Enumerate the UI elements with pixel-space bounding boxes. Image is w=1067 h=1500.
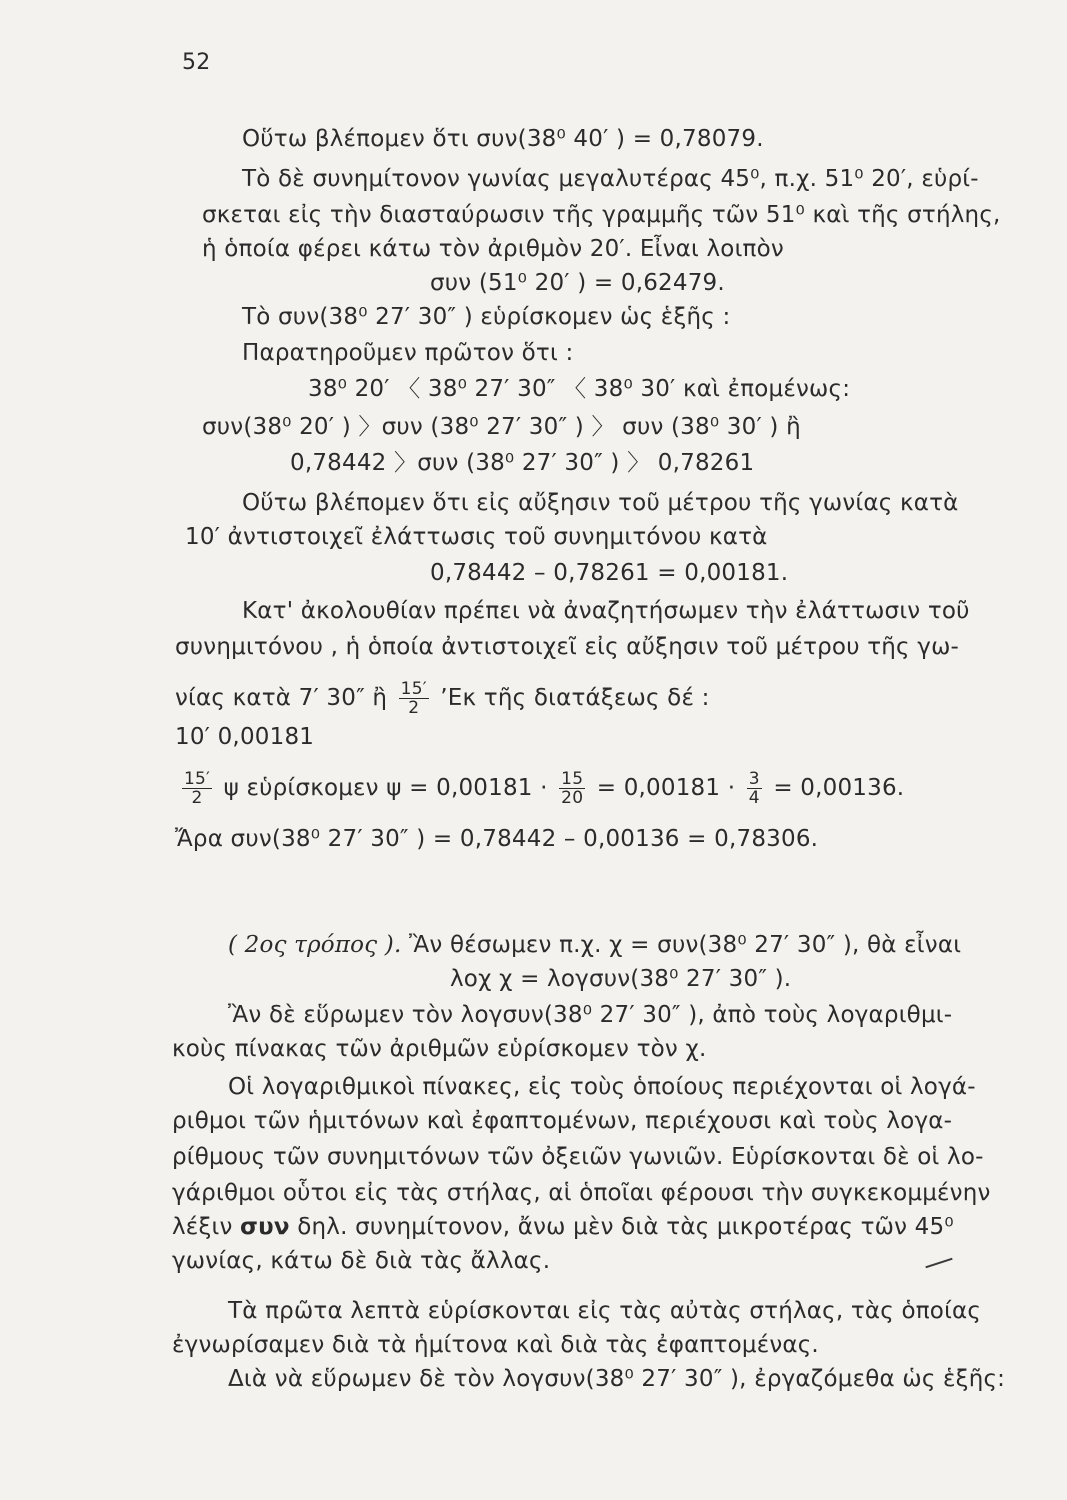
text-segment: ψ εὑρίσκομεν ψ = 0,00181 · <box>223 775 548 801</box>
text-line: κοὺς πίνακας τῶν ἀριθμῶν εὑρίσκομεν τὸν χ. <box>172 1036 707 1062</box>
text-line: Παρατηροῦμεν πρῶτον ὅτι : <box>242 340 574 366</box>
fraction-denominator: 4 <box>748 788 760 808</box>
text-line: Τὸ δὲ συνημίτονον γωνίας μεγαλυτέρας 45⁰, π.χ. 51⁰ 20′, εὑρί- <box>242 166 979 192</box>
text-line: σκεται εἰς τὴν διασταύρωσιν τῆς γραμμῆς τῶν 51⁰ καὶ τῆς στήλης, <box>202 202 1001 228</box>
equation-line: Ἄρα συν(38⁰ 27′ 30″ ) = 0,78442 – 0,00136 = 0,78306. <box>175 826 819 852</box>
equation-line: συν (51⁰ 20′ ) = 0,62479. <box>430 270 725 296</box>
text-line: Τὰ πρῶτα λεπτὰ εὑρίσκονται εἰς τὰς αὐτὰς στήλας, τὰς ὁποίας <box>228 1298 982 1324</box>
page-number: 52 <box>182 50 211 75</box>
fraction-denominator: 20 <box>561 788 584 808</box>
fraction <box>182 770 212 807</box>
text-segment: = 0,00181 · <box>596 775 736 801</box>
text-line: Οὕτω βλέπομεν ὅτι συν(38⁰ 40′ ) = 0,78079. <box>242 126 764 152</box>
equation-line: 0,78442 〉συν (38⁰ 27′ 30″ ) 〉 0,78261 <box>290 450 755 476</box>
text-line <box>228 930 961 960</box>
text-segment: ’Εκ τῆς διατάξεως δέ : <box>440 685 710 711</box>
fraction-denominator: 2 <box>191 788 203 808</box>
text-segment: δηλ. συνημίτονον, ἄνω μὲν διὰ τὰς μικροτέρας τῶν 45⁰ <box>297 1214 954 1240</box>
method-heading: ( 2ος τρόπος ). <box>228 932 402 958</box>
fraction <box>559 770 585 807</box>
equation-line: 0,78442 – 0,78261 = 0,00181. <box>430 560 789 586</box>
equation-line: λοχ χ = λογσυν(38⁰ 27′ 30″ ). <box>450 966 792 992</box>
equation-line-with-fractions <box>178 770 904 807</box>
text-line: Οὕτω βλέπομεν ὅτι εἰς αὔξησιν τοῦ μέτρου τῆς γωνίας κατὰ <box>242 490 959 516</box>
equation-line: συν(38⁰ 20′ ) 〉συν (38⁰ 27′ 30″ ) 〉 συν (38⁰ 30′ ) ἢ <box>202 414 801 440</box>
text-line: Ἂν δὲ εὕρωμεν τὸν λογσυν(38⁰ 27′ 30″ ), ἀπὸ τοὺς λογαριθμι- <box>228 1002 953 1028</box>
fraction-denominator: 2 <box>408 698 420 718</box>
fraction-numerator: 15′ <box>184 769 211 789</box>
fraction-numerator: 15 <box>561 769 584 789</box>
bold-term: συν <box>240 1214 290 1240</box>
text-line: ἡ ὁποία φέρει κάτω τὸν ἀριθμὸν 20′. Εἶναι λοιπὸν <box>202 236 784 262</box>
text-line: Κατ' ἀκολουθίαν πρέπει νὰ ἀναζητήσωμεν τὴν ἐλάττωσιν τοῦ <box>242 598 970 624</box>
text-segment: = 0,00136. <box>773 775 905 801</box>
text-line: γάριθμοι οὗτοι εἰς τὰς στήλας, αἱ ὁποῖαι φέρουσι τὴν συγκεκομμένην <box>172 1180 991 1206</box>
text-line: Διὰ νὰ εὕρωμεν δὲ τὸν λογσυν(38⁰ 27′ 30″ ), ἐργαζόμεθα ὡς ἑξῆς: <box>228 1366 1006 1392</box>
pen-mark <box>925 1258 952 1269</box>
fraction-numerator: 15′ <box>400 679 427 699</box>
text-segment: Ἂν θέσωμεν π.χ. χ = συν(38⁰ 27′ 30″ ), θὰ εἶναι <box>409 932 962 958</box>
text-line: ἐγνωρίσαμεν διὰ τὰ ἡμίτονα καὶ διὰ τὰς ἐφαπτομένας. <box>172 1332 819 1358</box>
text-line: 10′ ἀντιστοιχεῖ ἐλάττωσις τοῦ συνημιτόνου κατὰ <box>185 524 768 550</box>
fraction <box>747 770 762 807</box>
fraction <box>399 680 429 717</box>
equation-line: 38⁰ 20′ 〈 38⁰ 27′ 30″ 〈 38⁰ 30′ καὶ ἐπομένως: <box>308 376 851 402</box>
text-segment: νίας κατὰ 7′ 30″ ἢ <box>175 685 388 711</box>
text-segment: λέξιν <box>172 1214 233 1240</box>
fraction-numerator: 3 <box>748 769 760 789</box>
text-line: συνημιτόνου , ἡ ὁποία ἀντιστοιχεῖ εἰς αὔξησιν τοῦ μέτρου τῆς γω- <box>175 634 960 660</box>
text-line: γωνίας, κάτω δὲ διὰ τὰς ἄλλας. <box>172 1248 551 1274</box>
text-line-with-fraction <box>175 680 710 717</box>
text-line: ριθμοι τῶν ἡμιτόνων καὶ ἐφαπτομένων, περιέχουσι καὶ τοὺς λογα- <box>172 1108 953 1134</box>
text-line: Οἱ λογαριθμικοὶ πίνακες, εἰς τοὺς ὁποίους περιέχονται οἱ λογά- <box>228 1074 976 1100</box>
text-line: ρίθμους τῶν συνημιτόνων τῶν ὀξειῶν γωνιῶν. Εὑρίσκονται δὲ οἱ λο- <box>172 1144 984 1170</box>
equation-line: 10′ 0,00181 <box>175 724 315 750</box>
text-line <box>172 1212 954 1242</box>
text-line: Τὸ συν(38⁰ 27′ 30″ ) εὑρίσκομεν ὡς ἑξῆς : <box>242 304 731 330</box>
